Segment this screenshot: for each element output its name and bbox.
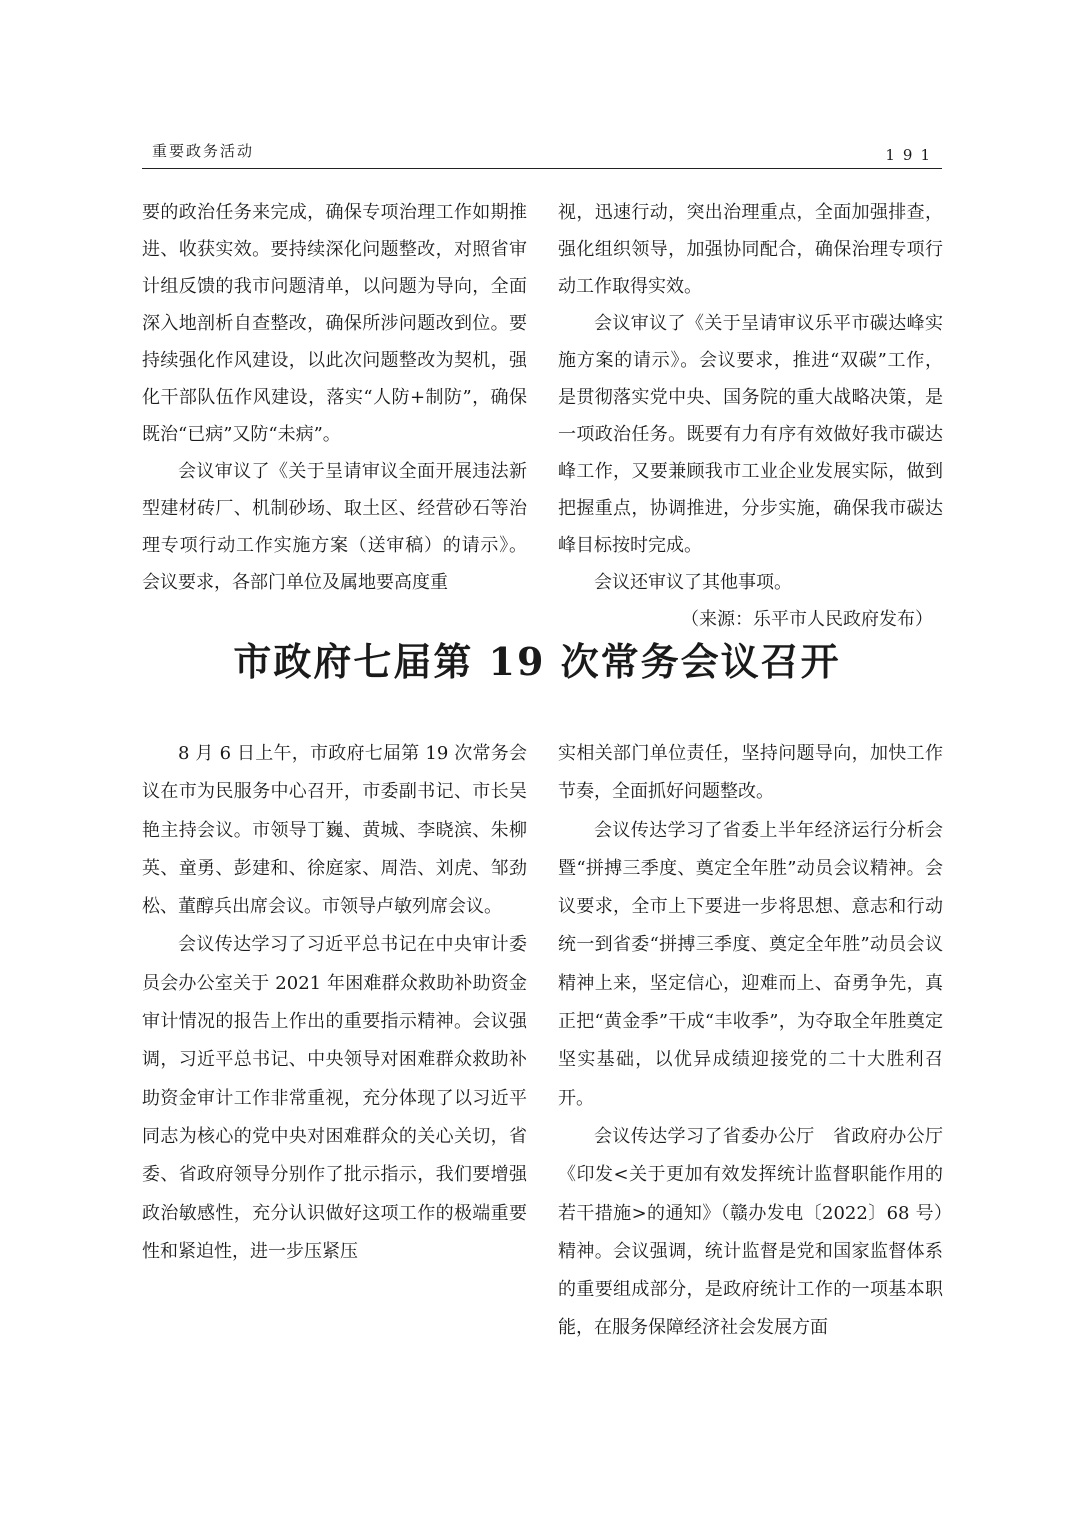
paragraph: 会议审议了《关于呈请审议全面开展违法新型建材砖厂、机制砂场、取土区、经营砂石等治理专项行动工作实施方案（送审稿）的请示》。会议要求，各部门单位及属地要高度重 — [142, 461, 527, 593]
paragraph: 会议传达学习了习近平总书记在中央审计委员会办公室关于 2021 年困难群众救助补助资金审计情况的报告上作出的重要指示精神。会议强调，习近平总书记、中央领导对困难群众救助补助资金审计工作非常重视，充分体现了以习近平同志为核心的党中央对困难群众的关心关切，省委、省政府领导分别作了批示指示，我们要增强政治敏感性，充分认识做好这项工作的极端重要性和紧迫性，进一步压紧压 — [142, 934, 527, 1262]
paragraph: 会议审议了《关于呈请审议乐平市碳达峰实施方案的请示》。会议要求，推进“双碳”工作，是贯彻落实党中央、国务院的重大战略决策，是一项政治任务。既要有力有序有效做好我市碳达峰工作，又要兼顾我市工业企业发展实际，做到把握重点，协调推进，分步实施，确保我市碳达峰目标按时完成。 — [558, 313, 943, 556]
paragraph: 8 月 6 日上午，市政府七届第 19 次常务会议在市为民服务中心召开，市委副书记、市长吴艳主持会议。市领导丁巍、黄城、李晓滨、朱柳英、童勇、彭建和、徐庭家、周浩、刘虎、邹劲松、董醇兵出席会议。市领导卢敏列席会议。 — [142, 743, 527, 918]
top-left-column — [142, 194, 527, 601]
paragraph: 会议传达学习了省委上半年经济运行分析会暨“拼搏三季度、奠定全年胜”动员会议精神。会议要求，全市上下要进一步将思想、意志和行动统一到省委“拼搏三季度、奠定全年胜”动员会议精神上来，坚定信心，迎难而上、奋勇争先，真正把“黄金季”干成“丰收季”，为夺取全年胜奠定坚实基础，以优异成绩迎接党的二十大胜利召开。 — [558, 819, 943, 1109]
top-right-column — [558, 194, 943, 638]
source-line: （来源：乐平市人民政府发布） — [681, 609, 933, 630]
section-name: 重要政务活动 — [152, 142, 255, 160]
paragraph: 会议还审议了其他事项。 — [594, 572, 792, 593]
paragraph: 视，迅速行动，突出治理重点，全面加强排查，强化组织领导，加强协同配合，确保治理专项行动工作取得实效。 — [558, 202, 943, 297]
paragraph: 实相关部门单位责任，坚持问题导向，加快工作节奏，全面抓好问题整改。 — [558, 743, 943, 803]
running-header — [142, 132, 942, 169]
paragraph: 要的政治任务来完成，确保专项治理工作如期推进、收获实效。要持续深化问题整改，对照省审计组反馈的我市问题清单，以问题为导向，全面深入地剖析自查整改，确保所涉问题改到位。要持续强化作风建设，以此次问题整改为契机，强化干部队伍作风建设，落实“人防+制防”，确保既治“已病”又防“未病”。 — [142, 202, 527, 445]
article-right-column — [558, 735, 943, 1348]
page-number: 191 — [885, 146, 938, 164]
paragraph: 会议传达学习了省委办公厅 省政府办公厅《印发<关于更加有效发挥统计监督职能作用的若干措施>的通知》（赣办发电〔2022〕68 号）精神。会议强调，统计监督是党和国家监督体系的重要组成部分，是政府统计工作的一项基本职能，在服务保障经济社会发展方面 — [558, 1125, 943, 1339]
article-title: 市政府七届第 19 次常务会议召开 — [233, 639, 841, 684]
article-left-column — [142, 735, 527, 1271]
